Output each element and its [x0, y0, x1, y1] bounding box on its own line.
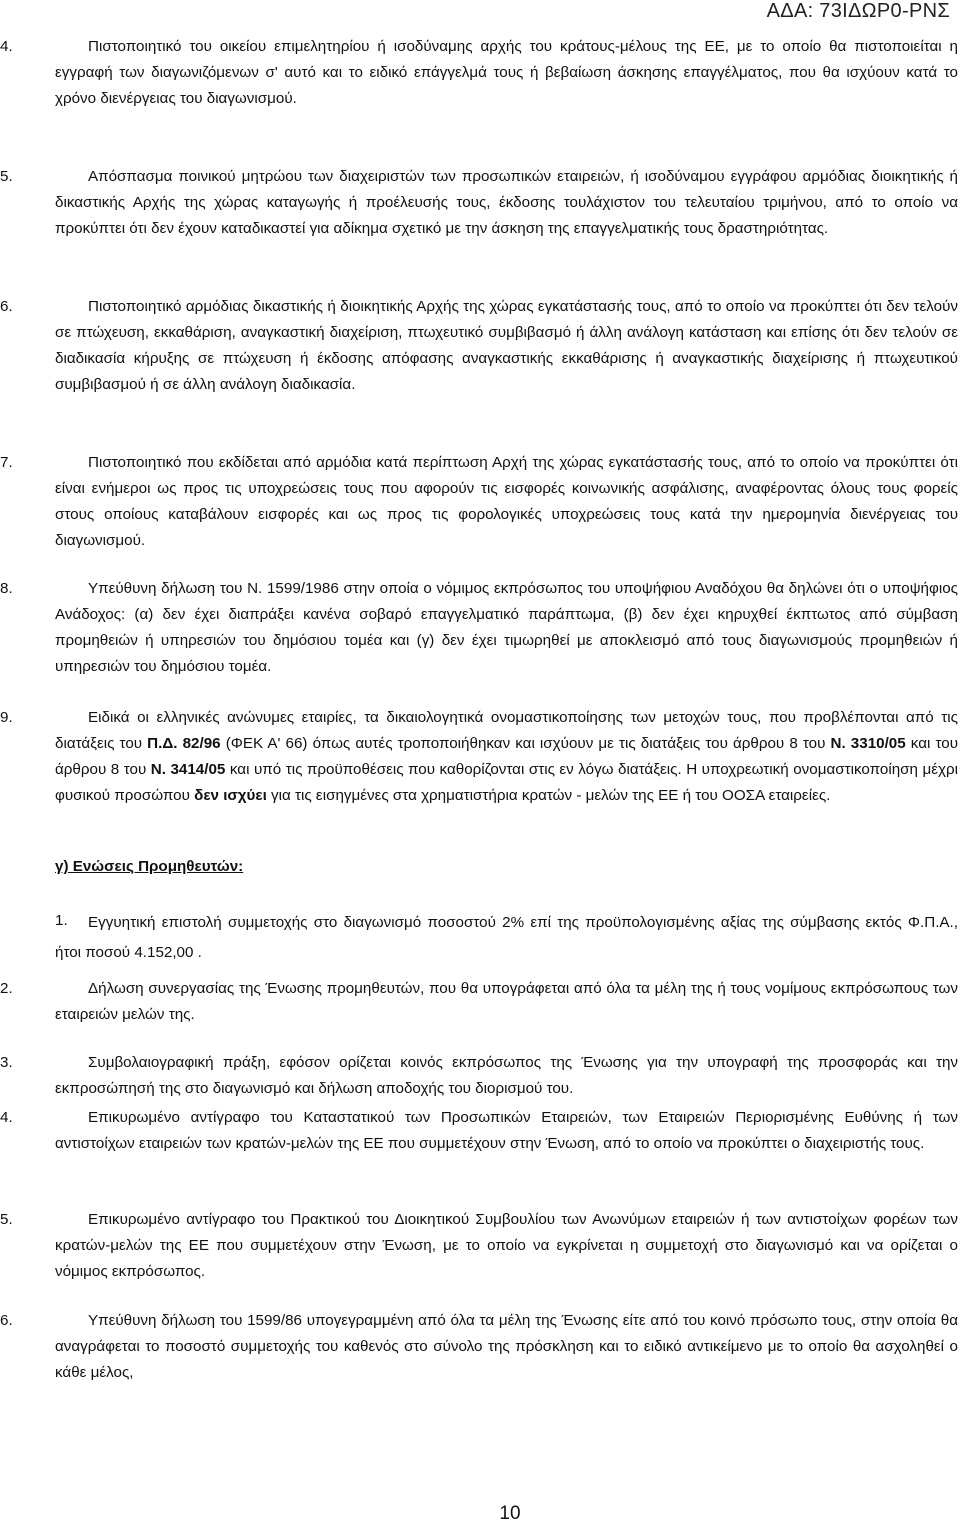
item-text: Απόσπασμα ποινικού μητρώου των διαχειριστών των προσωπικών εταιρειών, ή ισοδύναμου εγγράφου αρμόδιας διοικητικής ή δικαστικής Αρχής της χώρας καταγωγής ή προέλευσής τους, έκδοσης τουλάχιστον του τελευταίου τριμήνου, από το οποίο να προκύπτει ότι δεν έχουν καταδικαστεί για αδίκημα σχετικό με την άσκηση της επαγγελματικής τους δραστηριότητας. [55, 168, 958, 237]
item-text: Επικυρωμένο αντίγραφο του Πρακτικού του Διοικητικού Συμβουλίου των Ανωνύμων εταιρειών ή των αντιστοίχων φορέων των κρατών-μελών της ΕΕ που συμμετέχουν στην Ένωση, με το οποίο να εγκρίνεται η συμμετοχή στο διαγωνισμό και να ορίζεται ο νόμιμος εκπρόσωπος. [55, 1211, 958, 1280]
text-run: Ειδικά οι ελληνικές ανώνυμες εταιρίες, τα δικαιολογητικά ονομαστικοποίησης των μετοχών τους, που προβλέπονται από τις διατάξεις του [55, 709, 958, 752]
text-run: (ΦΕΚ Α' 66) όπως αυτές τροποποιήθηκαν και ισχύουν με τις διατάξεις του άρθρου 8 του [220, 735, 831, 752]
item-text: Πιστοποιητικό που εκδίδεται από αρμόδια κατά περίπτωση Αρχή της χώρας εγκατάστασής τους, από το οποίο να προκύπτει ότι είναι ενήμεροι ως προς τις υποχρεώσεις τους που αφορούν τις εισφορές κοινωνικής ασφάλισης, αναφέροντας όλους τους φορείς στους οποίους καταβάλουν εισφορές και ως προς τις φορολογικές υποχρεώσεις τους κατά την ημερομηνία διενέργειας του διαγωνισμού. [55, 454, 958, 549]
item-number: 1. [55, 912, 68, 929]
law-reference: Π.Δ. 82/96 [147, 735, 221, 752]
section-heading: γ) Ενώσεις Προμηθευτών: [55, 858, 244, 875]
item-number: 6. [0, 298, 13, 315]
item-number: 8. [0, 580, 13, 597]
item-number: 5. [0, 1211, 13, 1228]
item-number: 6. [0, 1312, 13, 1329]
item-number: 7. [0, 454, 13, 471]
item-number: 5. [0, 168, 13, 185]
item-text: Εγγυητική επιστολή συμμετοχής στο διαγωνισμό ποσοστού 2% επί της προϋπολογισμένης αξίας της σύμβασης εκτός Φ.Π.Α., ήτοι ποσού 4.152,00 . [55, 914, 958, 961]
item-text: Επικυρωμένο αντίγραφο του Καταστατικού των Προσωπικών Εταιρειών, των Εταιρειών Περιορισμένης Ευθύνης ή των αντιστοίχων εταιρειών των κρατών-μελών της ΕΕ που συμμετέχουν στην Ένωση, από το οποίο να προκύπτει ο διαχειριστής τους. [55, 1109, 958, 1152]
item-number: 9. [0, 709, 13, 726]
item-text: Υπεύθυνη δήλωση του 1599/86 υπογεγραμμένη από όλα τα μέλη της Ένωσης είτε από του κοινό πρόσωπο τους, στην οποία θα αναγράφεται το ποσοστό συμμετοχής του καθενός στο σύνολο της πρόσκληση και το ειδικό αντικείμενο με το οποίο θα ασχοληθεί ο κάθε μέλος, [55, 1312, 958, 1381]
emphasis: δεν ισχύει [194, 787, 267, 804]
text-run: και του άρθρου 8 του [55, 735, 958, 778]
item-text: Συμβολαιογραφική πράξη, εφόσον ορίζεται κοινός εκπρόσωπος της Ένωσης για την υπογραφή της προσφοράς και την εκπροσώπησή της στο διαγωνισμό και δήλωση αποδοχής του διορισμού του. [55, 1054, 958, 1097]
ada-code: ΑΔΑ: 73ΙΔΩΡ0-ΡΝΣ [766, 0, 950, 22]
law-reference: Ν. 3414/05 [150, 761, 226, 778]
item-text: Δήλωση συνεργασίας της Ένωσης προμηθευτών, που θα υπογράφεται από όλα τα μέλη της ή τους νομίμους εκπρόσωπους των εταιρειών μελών της. [55, 980, 958, 1023]
law-reference: Ν. 3310/05 [830, 735, 906, 752]
item-number: 4. [0, 38, 13, 55]
item-text: Πιστοποιητικό αρμόδιας δικαστικής ή διοικητικής Αρχής της χώρας εγκατάστασής τους, από το οποίο να προκύπτει ότι δεν τελούν σε πτώχευση, εκκαθάριση, αναγκαστική διαχείριση, πτωχευτικό συμβιβασμό ή άλλη ανάλογη κατάσταση και επίσης ότι δεν τελούν σε διαδικασία κήρυξης σε πτώχευση ή έκδοσης απόφασης αναγκαστικής εκκαθάρισης ή αναγκαστικής διαχείρισης ή πτωχευτικού συμβιβασμού ή σε άλλη ανάλογη διαδικασία. [55, 298, 958, 393]
item-text [55, 705, 958, 809]
text-run: για τις εισηγμένες στα χρηματιστήρια κρατών - μελών της ΕΕ ή του ΟΟΣΑ εταιρείες. [266, 787, 831, 804]
text-run: και υπό τις προϋποθέσεις που καθορίζονται στις εν λόγω διατάξεις. Η υποχρεωτική ονομαστικοποίηση μέχρι φυσικού προσώπου [55, 761, 958, 804]
item-number: 2. [0, 980, 13, 997]
item-text: Πιστοποιητικό του οικείου επιμελητηρίου ή ισοδύναμης αρχής του κράτους-μέλους της ΕΕ, με το οποίο θα πιστοποιείται η εγγραφή των διαγωνιζόμενων σ' αυτό και το ειδικό επάγγελμά τους ή βεβαίωση άσκησης επαγγέλματος, που θα ισχύουν κατά το χρόνο διενέργειας του διαγωνισμού. [55, 38, 958, 107]
item-text: Υπεύθυνη δήλωση του Ν. 1599/1986 στην οποία ο νόμιμος εκπρόσωπος του υποψήφιου Αναδόχου θα δηλώνει ότι ο υποψήφιος Ανάδοχος: (α) δεν έχει διαπράξει κανένα σοβαρό επαγγελματικό παράπτωμα, (β) δεν έχει κηρυχθεί έκπτωτος από σύμβαση προμηθειών ή υπηρεσιών του δημόσιου τομέα και (γ) δεν έχει τιμωρηθεί με αποκλεισμό από τους διαγωνισμούς προμηθειών ή υπηρεσιών του δημόσιου τομέα. [55, 580, 958, 675]
item-number: 3. [0, 1054, 13, 1071]
page-number: 10 [499, 1503, 521, 1524]
item-number: 4. [0, 1109, 13, 1126]
